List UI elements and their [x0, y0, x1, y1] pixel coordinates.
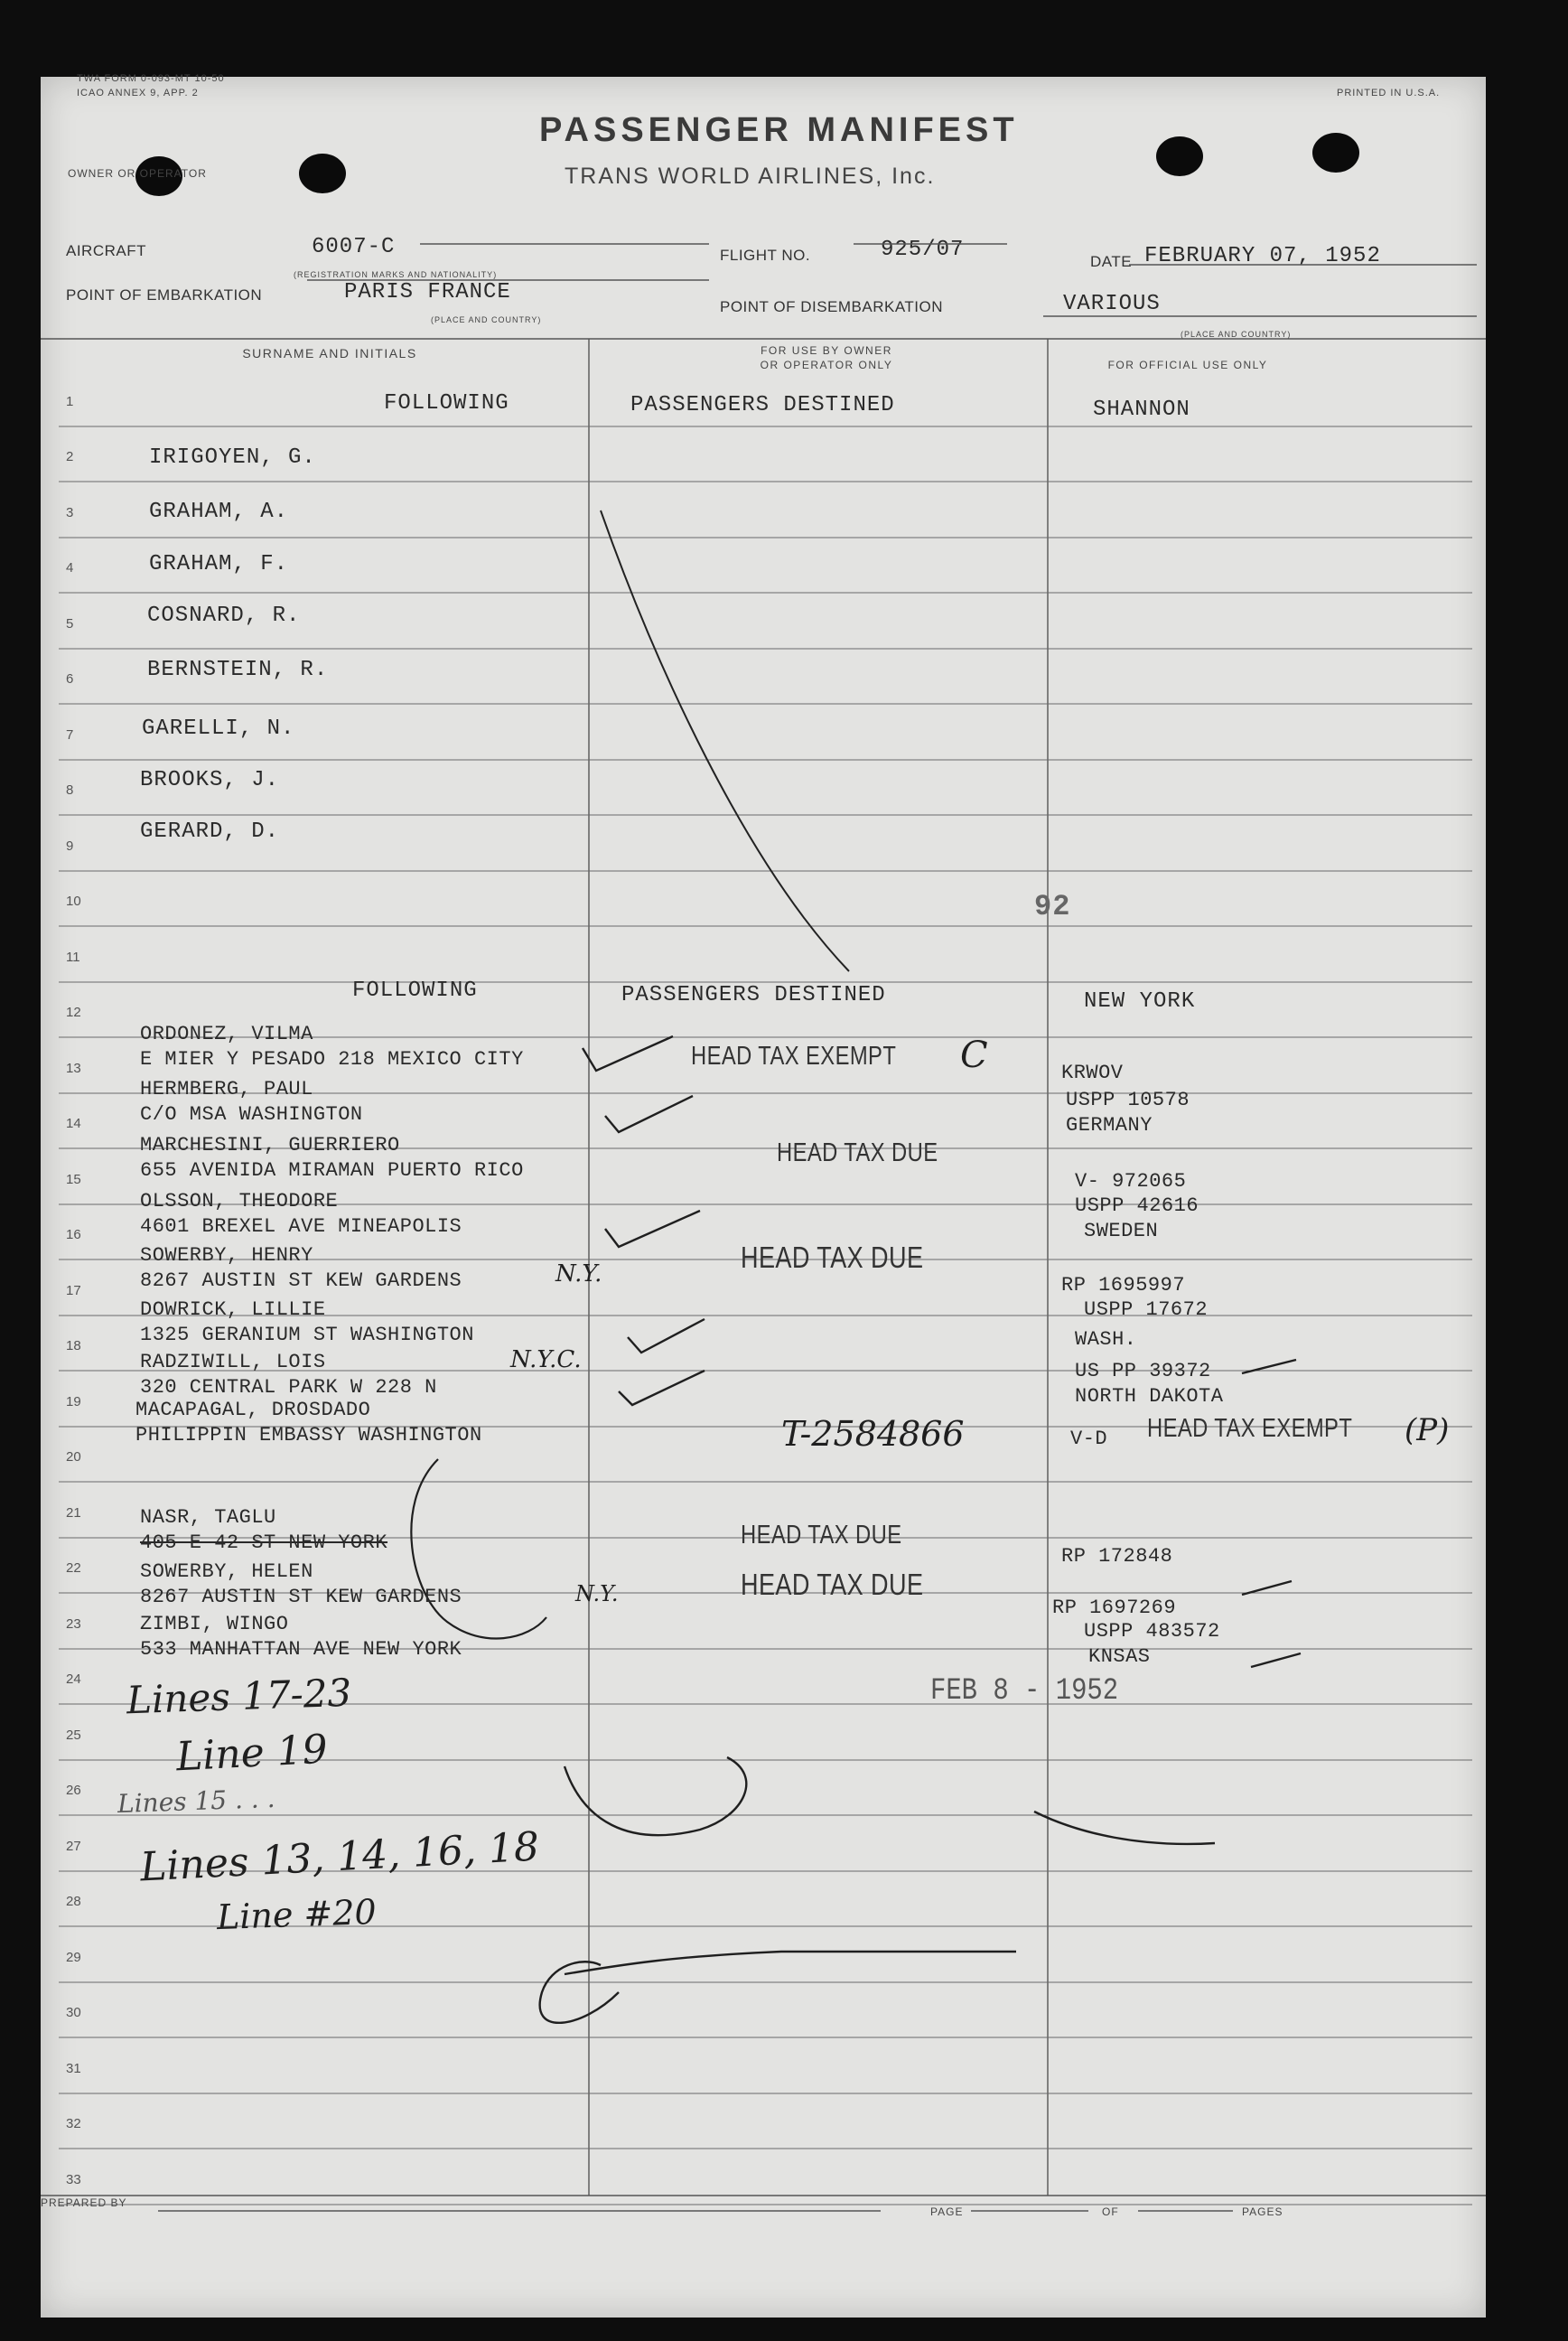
row-number: 7: [66, 727, 74, 743]
passenger-row-8: BROOKS, J.: [140, 768, 280, 792]
row-number: 20: [66, 1449, 81, 1465]
row24-address: 533 MANHATTAN AVE NEW YORK: [140, 1638, 462, 1661]
row22-official: RP 172848: [1061, 1545, 1173, 1568]
row-number: 32: [66, 2116, 81, 2131]
place-note-2: (PLACE AND COUNTRY): [1181, 330, 1292, 339]
handwritten-note-27: Lines 15 . . .: [117, 1783, 275, 1820]
row17-name: SOWERBY, HENRY: [140, 1244, 313, 1267]
row24-official-1: USPP 483572: [1084, 1620, 1220, 1643]
row12-passengers-destined: PASSENGERS DESTINED: [621, 983, 886, 1007]
row-number: 8: [66, 782, 74, 798]
row-number: 3: [66, 505, 74, 520]
airline-name: TRANS WORLD AIRLINES, Inc.: [565, 164, 936, 189]
row17-head-tax-stamp: HEAD TAX DUE: [741, 1241, 924, 1274]
passenger-row-7: GARELLI, N.: [142, 716, 295, 741]
row17-handwritten-city: N.Y.: [555, 1260, 602, 1288]
row1-destination: SHANNON: [1093, 398, 1190, 422]
row-number: 15: [66, 1172, 81, 1187]
row20-handwritten-number: T-2584866: [781, 1414, 965, 1454]
place-note: (PLACE AND COUNTRY): [431, 315, 542, 324]
row16-official-1: V- 972065: [1075, 1170, 1187, 1193]
row11-stamp: 92: [1034, 890, 1071, 923]
printed-note: PRINTED IN U.S.A.: [1337, 88, 1441, 98]
row19-name: RADZIWILL, LOIS: [140, 1351, 326, 1373]
row-number: 12: [66, 1005, 81, 1020]
page-label: PAGE: [930, 2205, 964, 2218]
row18-name: DOWRICK, LILLIE: [140, 1298, 326, 1321]
row23-address: 8267 AUSTIN ST KEW GARDENS: [140, 1586, 462, 1608]
row-number: 9: [66, 838, 74, 854]
col-header-owner-1: FOR USE BY OWNER: [761, 344, 892, 357]
row16-address: 4601 BREXEL AVE MINEAPOLIS: [140, 1215, 462, 1238]
row-number: 19: [66, 1394, 81, 1409]
row-number: 14: [66, 1116, 81, 1131]
handwritten-note-25: Lines 17-23: [126, 1670, 352, 1723]
row-number: 24: [66, 1671, 81, 1687]
aircraft-label: AIRCRAFT: [66, 242, 146, 259]
row19-handwritten-city: N.Y.C.: [510, 1346, 582, 1373]
flight-label: FLIGHT NO.: [720, 247, 811, 264]
aircraft-value: 6007-C: [312, 235, 396, 259]
row-number: 30: [66, 2005, 81, 2020]
row18-official-1: USPP 17672: [1084, 1298, 1209, 1321]
row14-address: C/O MSA WASHINGTON: [140, 1103, 363, 1126]
row-number: 5: [66, 616, 74, 632]
owner-operator-label: OWNER OR OPERATOR: [68, 167, 207, 180]
passenger-row-4: GRAHAM, F.: [149, 552, 289, 576]
col-header-surname: SURNAME AND INITIALS: [242, 346, 417, 361]
row-number: 22: [66, 1560, 81, 1576]
disembark-label: POINT OF DISEMBARKATION: [720, 298, 944, 315]
row20-address: PHILIPPIN EMBASSY WASHINGTON: [135, 1424, 482, 1447]
row13-name: ORDONEZ, VILMA: [140, 1023, 313, 1045]
passenger-row-6: BERNSTEIN, R.: [147, 658, 329, 682]
row12-destination: NEW YORK: [1084, 989, 1196, 1014]
row20-handwritten-code: (P): [1405, 1412, 1450, 1448]
row13-address: E MIER Y PESADO 218 MEXICO CITY: [140, 1048, 524, 1071]
row-number: 1: [66, 394, 74, 409]
manifest-sheet: [41, 73, 1486, 2318]
row14-name: HERMBERG, PAUL: [140, 1078, 313, 1100]
row20-name: MACAPAGAL, DROSDADO: [135, 1399, 371, 1421]
row15-head-tax-stamp: HEAD TAX DUE: [777, 1138, 938, 1167]
row-number: 6: [66, 671, 74, 687]
passenger-row-3: GRAHAM, A.: [149, 500, 289, 524]
row-number: 27: [66, 1839, 81, 1854]
row15-name: MARCHESINI, GUERRIERO: [140, 1134, 400, 1156]
date-received-stamp: FEB 8 - 1952: [930, 1674, 1119, 1709]
handwritten-note-26: Line 19: [174, 1726, 329, 1781]
handwritten-note-29: Line #20: [216, 1891, 378, 1938]
row-number: 13: [66, 1061, 81, 1076]
embark-value: PARIS FRANCE: [344, 280, 511, 304]
row-number: 28: [66, 1894, 81, 1909]
row23-handwritten-city: N.Y.: [575, 1581, 619, 1606]
row-number: 18: [66, 1338, 81, 1353]
row16-official-2: USPP 42616: [1075, 1194, 1199, 1217]
row12-following: FOLLOWING: [352, 979, 478, 1003]
row-number: 25: [66, 1728, 81, 1743]
row23-head-tax-stamp: HEAD TAX DUE: [741, 1568, 924, 1601]
row-number: 26: [66, 1783, 81, 1798]
row-number: 31: [66, 2061, 81, 2076]
form-annex: ICAO ANNEX 9, APP. 2: [77, 88, 199, 98]
handwritten-note-28: Lines 13, 14, 16, 18: [138, 1823, 541, 1891]
row19-official-2: NORTH DAKOTA: [1075, 1385, 1224, 1408]
form-number: TWA FORM 0-093-MT 10-50: [77, 73, 225, 84]
passenger-row-5: COSNARD, R.: [147, 604, 301, 628]
row22-address: 405 E 42 ST NEW YORK: [140, 1531, 388, 1554]
row-number: 4: [66, 560, 74, 576]
row24-name: ZIMBI, WINGO: [140, 1613, 289, 1635]
row13-head-tax-stamp: HEAD TAX EXEMPT: [691, 1042, 897, 1071]
of-label: OF: [1102, 2205, 1119, 2218]
row13-official: KRWOV: [1061, 1062, 1124, 1084]
col-header-owner-2: OR OPERATOR ONLY: [760, 359, 893, 371]
row17-address: 8267 AUSTIN ST KEW GARDENS: [140, 1269, 462, 1292]
row-number: 10: [66, 894, 81, 909]
col-header-official: FOR OFFICIAL USE ONLY: [1107, 359, 1268, 371]
row1-following: FOLLOWING: [384, 391, 509, 416]
page-title: PASSENGER MANIFEST: [539, 111, 1019, 149]
row24-official-2: KNSAS: [1088, 1645, 1151, 1668]
row22-name: NASR, TAGLU: [140, 1506, 276, 1529]
row18-official-2: WASH.: [1075, 1328, 1137, 1351]
row-number: 29: [66, 1950, 81, 1965]
row1-passengers-destined: PASSENGERS DESTINED: [630, 393, 895, 417]
row-number: 21: [66, 1505, 81, 1521]
row13-handwritten-code: C: [960, 1035, 988, 1076]
row14-official-1: USPP 10578: [1066, 1089, 1190, 1111]
date-label: DATE: [1090, 253, 1133, 270]
row15-address: 655 AVENIDA MIRAMAN PUERTO RICO: [140, 1159, 524, 1182]
row14-official-2: GERMANY: [1066, 1114, 1153, 1137]
row-number: 33: [66, 2172, 81, 2187]
row22-head-tax-stamp: HEAD TAX DUE: [741, 1521, 902, 1550]
prepared-by-label: PREPARED BY: [41, 2196, 127, 2209]
row20-head-tax-stamp: HEAD TAX EXEMPT: [1147, 1414, 1353, 1443]
flight-value: 925/07: [881, 238, 965, 262]
row-number: 2: [66, 449, 74, 464]
row-number: 17: [66, 1283, 81, 1298]
passenger-row-2: IRIGOYEN, G.: [149, 445, 316, 470]
date-value: FEBRUARY 07, 1952: [1144, 244, 1381, 268]
row20-official: V-D: [1070, 1428, 1108, 1450]
row17-official: RP 1695997: [1061, 1274, 1186, 1297]
row23-name: SOWERBY, HELEN: [140, 1560, 313, 1583]
passenger-row-9: GERARD, D.: [140, 819, 280, 844]
pages-label: PAGES: [1242, 2205, 1283, 2218]
row19-official-1: US PP 39372: [1075, 1360, 1211, 1382]
row-number: 23: [66, 1616, 81, 1632]
registration-note: (REGISTRATION MARKS AND NATIONALITY): [294, 270, 498, 279]
row-number: 16: [66, 1227, 81, 1242]
row18-address: 1325 GERANIUM ST WASHINGTON: [140, 1324, 474, 1346]
row-number: 11: [66, 950, 80, 965]
row23-official: RP 1697269: [1052, 1597, 1177, 1619]
row19-address: 320 CENTRAL PARK W 228 N: [140, 1376, 437, 1399]
embark-label: POINT OF EMBARKATION: [66, 286, 263, 304]
row16-official-3: SWEDEN: [1084, 1220, 1159, 1242]
disembark-value: VARIOUS: [1063, 292, 1161, 316]
row16-name: OLSSON, THEODORE: [140, 1190, 339, 1213]
